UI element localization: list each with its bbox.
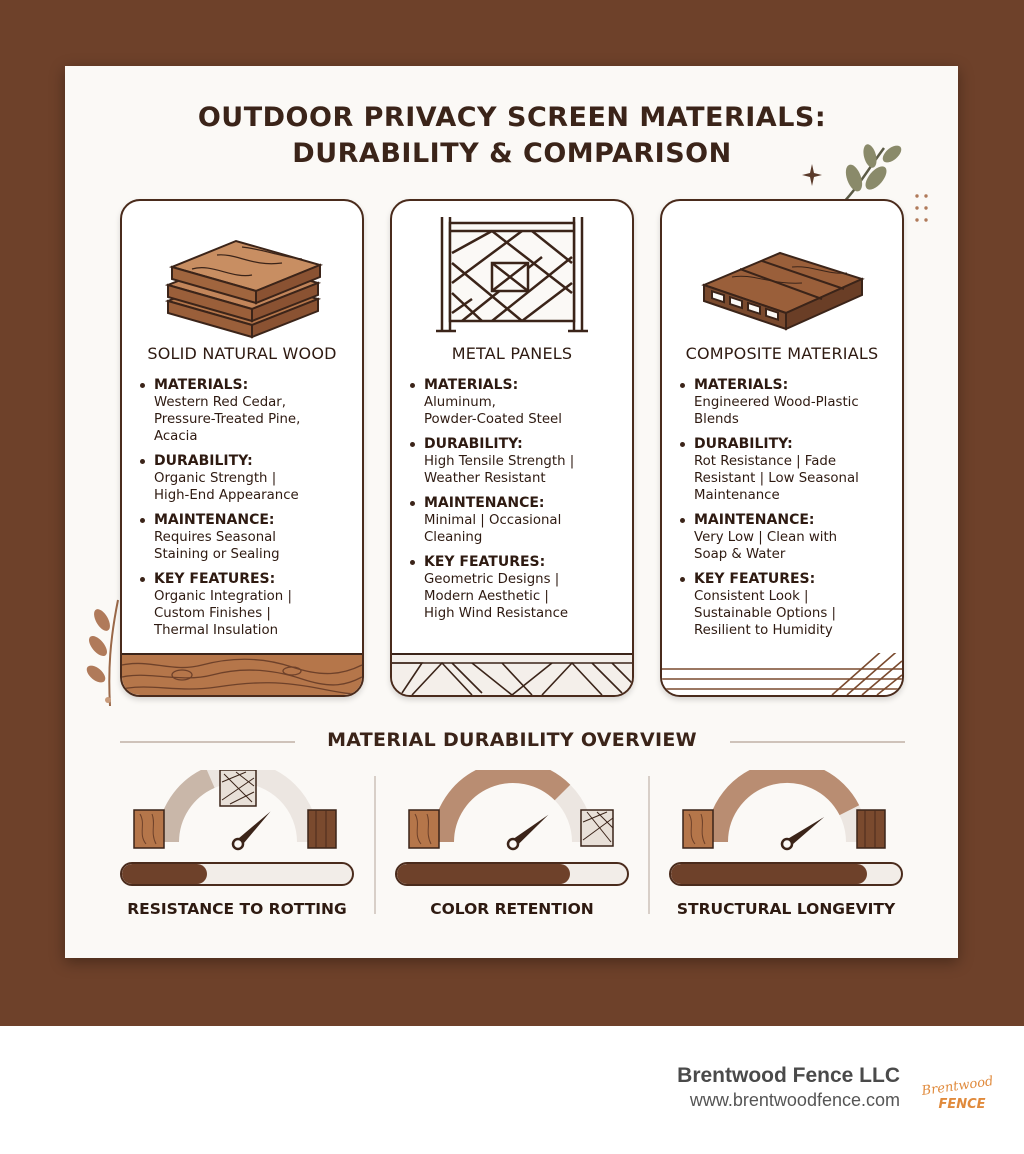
gauge <box>669 770 909 862</box>
overview-title: MATERIAL DURABILITY OVERVIEW <box>327 729 697 751</box>
meter-label: COLOR RETENTION <box>430 900 594 918</box>
divider <box>648 776 650 914</box>
composite-swatch-icon <box>308 810 336 848</box>
feature-list <box>410 377 626 630</box>
gauge <box>395 770 635 862</box>
metal-swatch-icon <box>581 810 613 846</box>
wood-swatch-icon <box>683 810 713 848</box>
metal-panel-icon <box>392 213 632 343</box>
list-item: DURABILITY: Rot Resistance | Fade Resistant | Low Seasonal Maintenance <box>680 436 896 504</box>
list-item: MAINTENANCE: Very Low | Clean with Soap & Water <box>680 512 896 563</box>
progress-fill <box>397 864 570 884</box>
list-item: MATERIALS: Engineered Wood-Plastic Blends <box>680 377 896 428</box>
progress-bar <box>120 862 354 886</box>
list-item: MATERIALS: Western Red Cedar, Pressure-Treated Pine, Acacia <box>140 377 356 445</box>
meter-label: STRUCTURAL LONGEVITY <box>676 900 896 918</box>
progress-fill <box>122 864 207 884</box>
gauge-needle <box>233 812 271 850</box>
metal-swatch-icon <box>220 770 256 806</box>
list-item: MAINTENANCE: Minimal | Occasional Cleaning <box>410 495 626 546</box>
meter-color-retention <box>395 770 645 930</box>
meter-structural-longevity <box>669 770 919 930</box>
sparkle-icon <box>802 164 822 186</box>
list-item: KEY FEATURES: Consistent Look | Sustainable Options | Resilient to Humidity <box>680 571 896 639</box>
panel-metal-panels <box>390 199 634 697</box>
gauge-needle <box>508 815 548 849</box>
title-line-2: DURABILITY & COMPARISON <box>292 138 732 169</box>
brentwood-logo-icon <box>916 1074 1000 1114</box>
list-item: MATERIALS: Aluminum, Powder-Coated Steel <box>410 377 626 428</box>
wood-swatch-icon <box>134 810 164 848</box>
meter-resistance-to-rotting <box>120 770 370 930</box>
wood-swatch-icon <box>409 810 439 848</box>
title-line-1: OUTDOOR PRIVACY SCREEN MATERIALS: <box>197 102 827 133</box>
geometric-pattern-strip <box>392 653 632 695</box>
composite-swatch-icon <box>857 810 885 848</box>
panel-title: COMPOSITE MATERIALS <box>685 344 879 363</box>
panel-composite-materials <box>660 199 904 697</box>
wood-grain-strip <box>122 653 362 695</box>
list-item: DURABILITY: Organic Strength | High-End Appearance <box>140 453 356 504</box>
wood-planks-icon <box>122 213 362 343</box>
panel-title: SOLID NATURAL WOOD <box>147 344 337 363</box>
svg-text:Brentwood: Brentwood <box>920 1074 995 1099</box>
progress-bar <box>395 862 629 886</box>
feature-list <box>680 377 896 647</box>
divider <box>374 776 376 914</box>
gauge <box>120 770 360 862</box>
company-url[interactable]: www.brentwoodfence.com <box>689 1090 900 1110</box>
meter-label: RESISTANCE TO ROTTING <box>127 900 347 918</box>
list-item: DURABILITY: High Tensile Strength | Weather Resistant <box>410 436 626 487</box>
list-item: KEY FEATURES: Organic Integration | Custom Finishes | Thermal Insulation <box>140 571 356 639</box>
composite-stripe-strip <box>662 653 902 695</box>
composite-board-icon <box>662 213 902 343</box>
leaf-branch-icon <box>834 138 904 208</box>
panel-solid-natural-wood <box>120 199 364 697</box>
gauge-needle <box>782 817 824 849</box>
progress-fill <box>671 864 867 884</box>
panel-title: METAL PANELS <box>451 344 573 363</box>
dots-icon <box>914 192 930 232</box>
progress-bar <box>669 862 903 886</box>
svg-text:FENCE: FENCE <box>938 1097 986 1112</box>
list-item: KEY FEATURES: Geometric Designs | Modern Aesthetic | High Wind Resistance <box>410 554 626 622</box>
company-name: Brentwood Fence LLC <box>677 1064 900 1087</box>
feature-list <box>140 377 356 647</box>
list-item: MAINTENANCE: Requires Seasonal Staining or Sealing <box>140 512 356 563</box>
